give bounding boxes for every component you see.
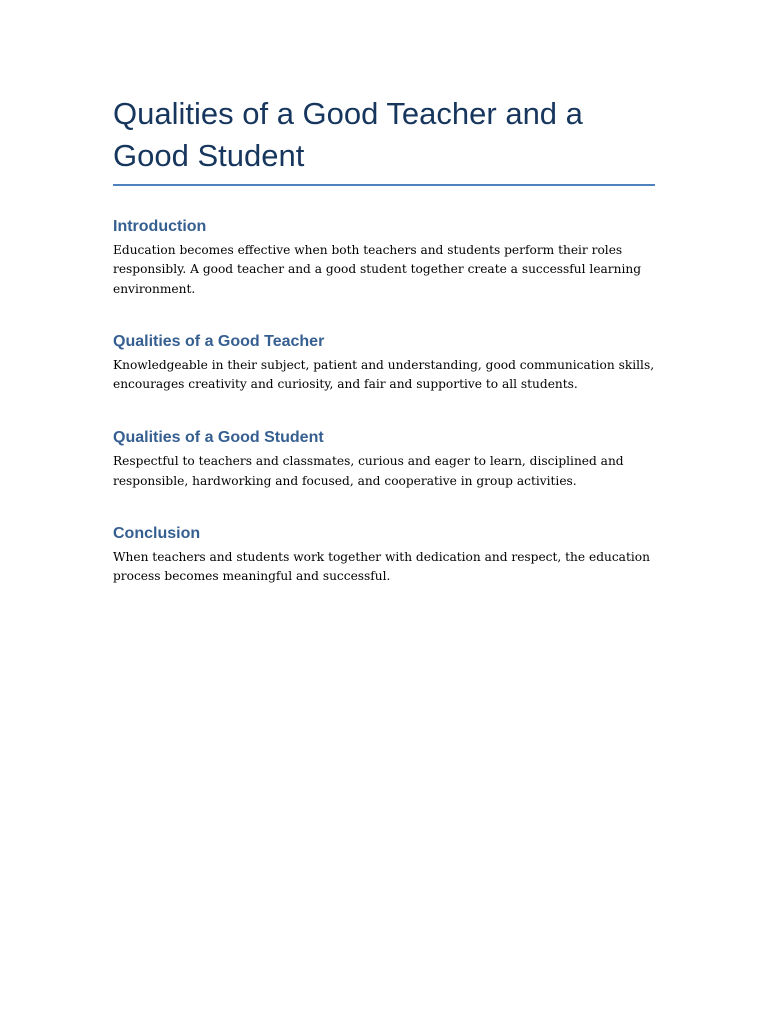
section-teacher-qualities	[113, 331, 655, 395]
section-student-qualities	[113, 427, 655, 491]
section-paragraph: Knowledgeable in their subject, patient and understanding, good communication skills, encourages creativity and curiosity, and fair and supportive to all students.	[113, 357, 655, 392]
section-paragraph: Respectful to teachers and classmates, curious and eager to learn, disciplined and responsible, hardworking and focused, and cooperative in group activities.	[113, 454, 624, 488]
section-heading: Qualities of a Good Teacher	[113, 332, 325, 350]
section-paragraph: When teachers and students work together with dedication and respect, the education process becomes meaningful and successful.	[113, 550, 650, 584]
section-heading: Qualities of a Good Student	[113, 429, 324, 447]
document-content	[113, 93, 655, 587]
section-conclusion	[113, 523, 655, 587]
section-heading: Introduction	[113, 218, 207, 235]
document-title: Qualities of a Good Teacher and a Good Student	[113, 93, 655, 186]
section-paragraph: Education becomes effective when both teachers and students perform their roles responsibly. A good teacher and a good student together create a successful learning environment.	[113, 243, 642, 296]
section-heading: Conclusion	[113, 525, 201, 543]
section-introduction	[113, 216, 655, 299]
